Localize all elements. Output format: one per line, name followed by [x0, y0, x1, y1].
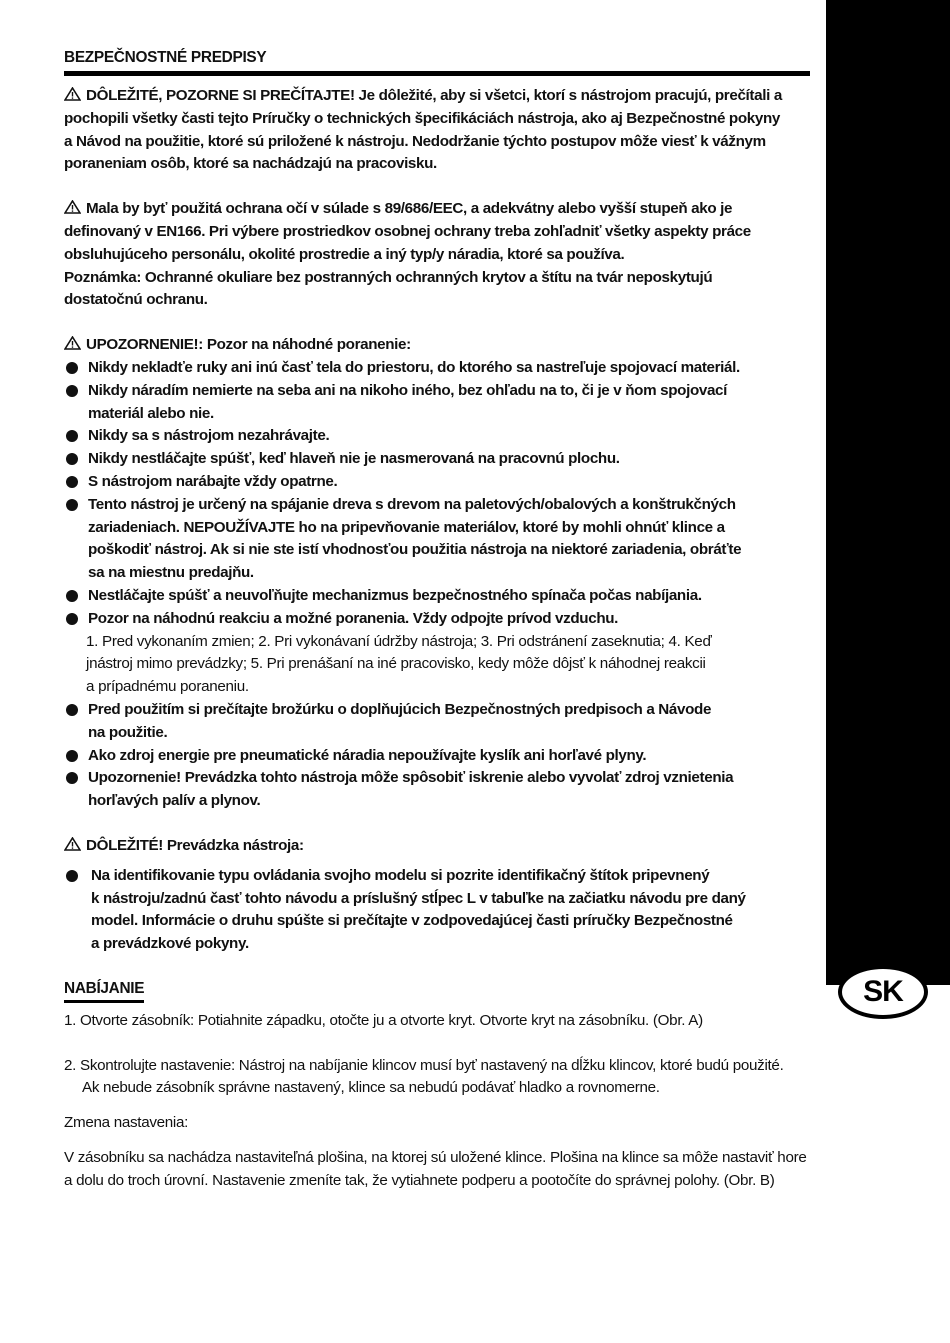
eye-line: Mala by byť použitá ochrana očí v súlade s 89/686/EEC, a adekvátny alebo vyšší stupeň ako je — [64, 198, 814, 221]
bullet-icon — [66, 453, 78, 465]
important-paragraph — [64, 85, 814, 176]
list-item: Nikdy nestláčajte spúšť, keď hlaveň nie je nasmerovaná na pracovnú plochu. — [64, 448, 814, 471]
list-item: Pred použitím si prečítajte brožúrku o doplňujúcich Bezpečnostných predpisoch a Návode na použitie. — [64, 699, 814, 745]
bullet-icon — [66, 613, 78, 625]
bullet-icon — [66, 430, 78, 442]
operation-section — [64, 835, 814, 956]
eye-line: Poznámka: Ochranné okuliare bez postranných ochranných krytov a štítu na tvár neposkytujú — [64, 268, 713, 286]
warning-icon — [64, 200, 81, 214]
section-title-loading: NABÍJANIE — [64, 978, 814, 1003]
important-line: pochopili všetky časti tejto Príručky o technických špecifikáciách nástroja, ako aj Bezpečnostné pokyny — [64, 109, 781, 127]
important-line: DÔLEŽITÉ, POZORNE SI PREČÍTAJTE! Je dôležité, aby si všetci, ktorí s nástrojom pracujú, prečítali a — [64, 85, 814, 108]
operation-title: DÔLEŽITÉ! Prevádzka nástroja: — [64, 835, 814, 858]
reaction-sub-list: 1. Pred vykonaním zmien; 2. Pri vykonávaní údržby nástroja; 3. Pri odstránení zaseknutia; 4. Keď jnástroj mimo prevádzky; 5. Pri prenášaní na iné pracovisko, kedy môže dôjsť k náhodnej reakcii a prípadnému poraneniu. — [86, 632, 712, 696]
section-title-safety: BEZPEČNOSTNÉ PREDPISY — [64, 49, 267, 66]
language-badge-label: SK — [863, 975, 903, 1008]
language-sidebar — [826, 0, 950, 985]
caution-section — [64, 334, 814, 813]
list-item: S nástrojom narábajte vždy opatrne. — [64, 471, 814, 494]
list-item: Pozor na náhodnú reakciu a možné poranenia. Vždy odpojte prívod vzduchu. — [64, 608, 814, 631]
bullet-icon — [66, 476, 78, 488]
list-item: Nestláčajte spúšť a neuvoľňujte mechanizmus bezpečnostného spínača počas nabíjania. — [64, 585, 814, 608]
list-item: Nikdy nekladťe ruky ani inú časť tela do priestoru, do ktorého sa nastreľuje spojovací materiál. — [64, 357, 814, 380]
loading-step-2: 2. Skontrolujte nastavenie: Nástroj na nabíjanie klincov musí byť nastavený na dĺžku klincov, ktoré budú použité. Ak nebude zásobník správne nastavený, klince sa nebudú podávať hladko a rovnomerne. — [64, 1056, 784, 1097]
important-line: poraneniam osôb, ktoré sa nachádzajú na pracovisku. — [64, 155, 437, 173]
eye-protection-paragraph — [64, 198, 814, 312]
list-item: Na identifikovanie typu ovládania svojho modelu si pozrite identifikačný štítok pripevnený k nástroju/zadnú časť tohto návodu a príslušný stĺpec L v tabuľke na začiatku návodu pre daný model. Informácie o druhu spúšte si prečítajte v zodpovedajúcej časti príručky Bezpečnostné a prevádzkové pokyny. — [64, 865, 814, 956]
list-item: Ako zdroj energie pre pneumatické náradia nepoužívajte kyslík ani horľavé plyny. — [64, 745, 814, 768]
bullet-icon — [66, 870, 78, 882]
bullet-icon — [66, 590, 78, 602]
warning-icon — [64, 336, 81, 350]
loading-step-1: 1. Otvorte zásobník: Potiahnite západku, otočte ju a otvorte kryt. Otvorte kryt na zásobníku. (Obr. A) — [64, 1011, 703, 1029]
list-item: Tento nástroj je určený na spájanie dreva s drevom na paletových/obalových a konštrukčných zariadeniach. NEPOUŽÍVAJTE ho na pripevňovanie materiálov, ktoré by mohli ohnúť klince a poškodiť nástroj. Ak si nie ste istí vhodnosťou použitia nástroja na niektoré zariadenia, obráťte sa na miestnu predajňu. — [64, 494, 814, 585]
document-body — [64, 46, 814, 1193]
bullet-icon — [66, 772, 78, 784]
bullet-icon — [66, 362, 78, 374]
eye-line: obsluhujúceho personálu, okolité prostredie a iný typ/y náradia, ktoré sa používa. — [64, 245, 625, 263]
change-label: Zmena nastavenia: — [64, 1114, 189, 1132]
important-line: a Návod na použitie, ktoré sú priložené k nástroju. Nedodržanie týchto postupov môže viesť k vážnym — [64, 132, 766, 150]
eye-line: definovaný v EN166. Pri výbere prostriedkov osobnej ochrany treba zohľadniť všetky aspekty práce — [64, 222, 751, 240]
warning-icon — [64, 87, 81, 101]
bullet-icon — [66, 704, 78, 716]
list-item: Nikdy sa s nástrojom nezahrávajte. — [64, 425, 814, 448]
list-item: Nikdy náradím nemierte na seba ani na nikoho iného, bez ohľadu na to, či je v ňom spojovací materiál alebo nie. — [64, 380, 814, 426]
change-paragraph: V zásobníku sa nachádza nastaviteľná plošina, na ktorej sú uložené klince. Plošina na klince sa môže nastaviť hore a dolu do troch úrovní. Nastavenie zmeníte tak, že vytiahnete podperu a pootočíte do správnej polohy. (Obr. B) — [64, 1149, 807, 1189]
eye-line: dostatočnú ochranu. — [64, 291, 208, 309]
bullet-icon — [66, 499, 78, 511]
bullet-icon — [66, 750, 78, 762]
caution-title: UPOZORNENIE!: Pozor na náhodné poranenie: — [64, 334, 814, 357]
list-item: Upozornenie! Prevádzka tohto nástroja môže spôsobiť iskrenie alebo vyvolať zdroj vznietenia horľavých palív a plynov. — [64, 767, 814, 813]
warning-icon — [64, 837, 81, 851]
bullet-icon — [66, 385, 78, 397]
